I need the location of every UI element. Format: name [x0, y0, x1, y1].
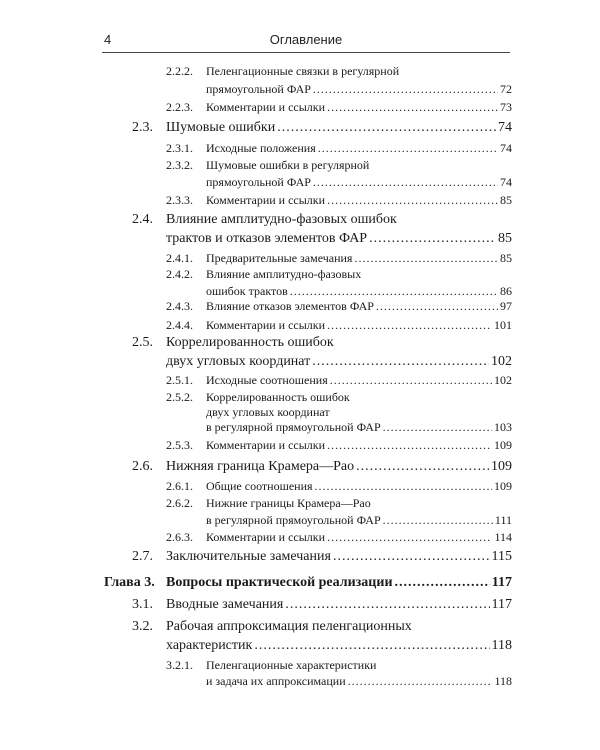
toc-entry-title-line: Заключительные замечания: [166, 549, 331, 564]
toc-entry-page: 85: [500, 193, 512, 207]
toc-dot-leader: [318, 141, 498, 156]
toc-entry-page: 117: [491, 575, 512, 590]
toc-entry-title-line: Комментарии и ссылки: [206, 100, 326, 114]
toc-entry-title-line: Влияние амплитудно-фазовых: [206, 267, 362, 281]
toc-entry-number: 2.6.1.: [166, 479, 193, 493]
toc-dot-leader: [254, 638, 489, 654]
toc-dot-leader: [330, 373, 492, 388]
toc-entry-title-line: Вводные замечания: [166, 597, 284, 612]
toc-dot-leader: [369, 231, 496, 247]
toc-entry-page: 85: [500, 251, 512, 265]
toc-entry-title-line: Исходные положения: [206, 141, 316, 155]
toc-entry-title-line: Комментарии и ссылки: [206, 318, 326, 332]
toc-entry-title-line: Шумовые ошибки в регулярной: [206, 158, 370, 172]
toc-dot-leader: [376, 299, 498, 314]
toc-entry-title-line: Исходные соотношения: [206, 373, 328, 387]
toc-entry-title-line: Комментарии и ссылки: [206, 438, 326, 452]
toc-entry-title-line: Пеленгационные связки в регулярной: [206, 64, 400, 78]
toc-entry-page: 115: [491, 549, 512, 564]
toc-entry-page: 102: [491, 354, 512, 369]
toc-entry-number: 2.5.: [132, 335, 153, 350]
running-title: Оглавление: [269, 32, 343, 47]
toc-dot-leader: [333, 549, 490, 565]
toc-entry-number: 3.2.: [132, 619, 153, 634]
toc-dot-leader: [312, 354, 489, 370]
toc-entry-title-line: Общие соотношения: [206, 479, 313, 493]
toc-entry-title-line: в регулярной прямоугольной ФАР: [206, 420, 381, 434]
toc-entry-page: 102: [494, 373, 512, 387]
toc-entry-title-line: Коррелированность ошибок: [206, 390, 350, 404]
toc-entry-page: 85: [498, 231, 512, 246]
toc-entry-title-line: Влияние амплитудно-фазовых ошибок: [166, 212, 397, 227]
toc-entry-title-line: и задача их аппроксимации: [206, 674, 346, 688]
toc-entry-number: 2.4.4.: [166, 318, 193, 332]
toc-entry-title-line: в регулярной прямоугольной ФАР: [206, 513, 381, 527]
toc-entry-page: 74: [498, 120, 512, 135]
toc-entry-number: 2.4.1.: [166, 251, 193, 265]
toc-entry-title-line: Шумовые ошибки: [166, 120, 276, 135]
toc-entry-title-line: Вопросы практической реализации: [166, 575, 393, 590]
toc-entry-page: 111: [494, 513, 512, 527]
toc-entry-title-line: Коррелированность ошибок: [166, 335, 334, 350]
toc-dot-leader: [313, 82, 498, 97]
toc-entry-title-line: прямоугольной ФАР: [206, 175, 311, 189]
toc-dot-leader: [285, 597, 489, 613]
toc-entry-number: 2.7.: [132, 549, 153, 564]
toc-dot-leader: [395, 575, 490, 591]
toc-entry-page: 114: [494, 530, 512, 544]
toc-entry-title-line: Рабочая аппроксимация пеленгационных: [166, 619, 412, 634]
toc-entry-number: 2.4.2.: [166, 267, 193, 281]
toc-entry-number: 2.6.2.: [166, 496, 193, 510]
toc-entry-title-line: Пеленгационные характеристики: [206, 658, 377, 672]
toc-dot-leader: [354, 251, 498, 266]
toc-dot-leader: [277, 120, 496, 136]
toc-entry-page: 109: [494, 438, 512, 452]
toc-entry-title-line: Влияние отказов элементов ФАР: [206, 299, 374, 313]
toc-dot-leader: [315, 479, 492, 494]
toc-entry-title-line: Комментарии и ссылки: [206, 193, 326, 207]
toc-entry-number: Глава 3.: [104, 575, 155, 590]
toc-entry-title-line: двух угловых координат: [166, 354, 311, 369]
toc-entry-number: 3.1.: [132, 597, 153, 612]
header-rule: [102, 52, 510, 53]
toc-entry-page: 109: [491, 459, 512, 474]
toc-entry-number: 2.3.: [132, 120, 153, 135]
toc-dot-leader: [327, 318, 492, 333]
toc-dot-leader: [356, 459, 489, 475]
toc-entry-title-line: Комментарии и ссылки: [206, 530, 326, 544]
toc-entry-number: 2.4.3.: [166, 299, 193, 313]
toc-entry-title-line: ошибок трактов: [206, 284, 288, 298]
toc-entry-page: 103: [494, 420, 512, 434]
toc-entry-number: 2.5.1.: [166, 373, 193, 387]
toc-entry-title-line: характеристик: [166, 638, 253, 653]
toc-entry-number: 2.6.3.: [166, 530, 193, 544]
toc-dot-leader: [290, 284, 498, 299]
toc-entry-page: 74: [500, 175, 512, 189]
toc-entry-number: 2.3.1.: [166, 141, 193, 155]
toc-entry-number: 2.3.3.: [166, 193, 193, 207]
toc-entry-title-line: Предварительные замечания: [206, 251, 353, 265]
toc-entry-number: 2.6.: [132, 459, 153, 474]
toc-dot-leader: [327, 193, 498, 208]
toc-entry-title-line: Нижние границы Крамера—Рао: [206, 496, 371, 510]
toc-entry-page: 118: [494, 674, 512, 688]
toc-entry-number: 3.2.1.: [166, 658, 193, 672]
toc-entry-page: 118: [491, 638, 512, 653]
toc-entry-title-line: двух угловых координат: [206, 405, 330, 419]
toc-dot-leader: [327, 438, 492, 453]
toc-entry-number: 2.3.2.: [166, 158, 193, 172]
toc-entry-title-line: трактов и отказов элементов ФАР: [166, 231, 368, 246]
page-number: 4: [104, 32, 112, 47]
toc-entry-page: 109: [494, 479, 512, 493]
toc-dot-leader: [383, 420, 492, 435]
toc-dot-leader: [327, 100, 498, 115]
toc-entry-page: 97: [500, 299, 512, 313]
toc-entry-page: 72: [500, 82, 512, 96]
toc-entry-number: 2.2.2.: [166, 64, 193, 78]
toc-dot-leader: [348, 674, 493, 689]
toc-entry-page: 101: [494, 318, 512, 332]
toc-entry-title-line: прямоугольной ФАР: [206, 82, 311, 96]
toc-entry-page: 117: [491, 597, 512, 612]
toc-dot-leader: [383, 513, 493, 528]
page-header: [102, 32, 510, 52]
toc-entry-number: 2.5.3.: [166, 438, 193, 452]
toc-entry-title-line: Нижняя граница Крамера—Рао: [166, 459, 355, 474]
toc-dot-leader: [327, 530, 492, 545]
toc-entry-number: 2.5.2.: [166, 390, 193, 404]
toc-entry-page: 74: [500, 141, 512, 155]
toc-entry-page: 86: [500, 284, 512, 298]
toc-dot-leader: [313, 175, 498, 190]
toc-entry-number: 2.2.3.: [166, 100, 193, 114]
toc-entry-number: 2.4.: [132, 212, 153, 227]
toc-entry-page: 73: [500, 100, 512, 114]
